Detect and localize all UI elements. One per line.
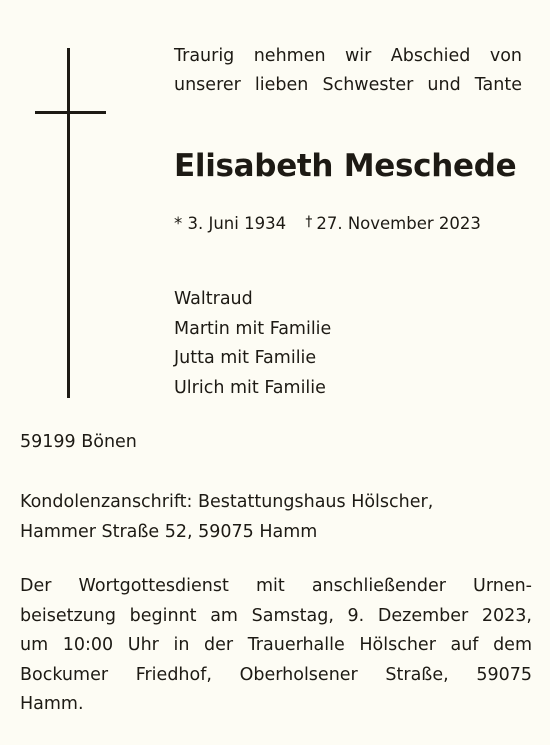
condolence-line-2: Hammer Straße 52, 59075 Hamm [20, 521, 318, 542]
cross-vertical-bar [67, 48, 70, 398]
service-line-3: um 10:00 Uhr in der Trauerhalle Hölscher auf dem [20, 635, 532, 655]
service-line-1: Der Wortgottesdienst mit anschließender Urnen- [20, 576, 532, 596]
condolence-address [20, 488, 500, 547]
service-line-5: Hamm. [20, 694, 84, 714]
family-member: Martin mit Familie [174, 318, 332, 339]
family-member: Jutta mit Familie [174, 348, 317, 368]
service-line-2: beisetzung beginnt am Samstag, 9. Dezember 2023, [20, 605, 532, 626]
life-dates [174, 214, 481, 233]
condolence-line-1: Kondolenzanschrift: Bestattungshaus Hölscher, [20, 492, 434, 512]
dagger-icon: † [305, 214, 313, 230]
service-info [20, 572, 532, 720]
cross-horizontal-bar [35, 111, 106, 114]
death-date: 27. November 2023 [316, 214, 481, 233]
family-member: Ulrich mit Familie [174, 377, 326, 398]
birth-date: * 3. Juni 1934 [174, 214, 287, 233]
family-member: Waltraud [174, 289, 253, 309]
deceased-name: Elisabeth Meschede [174, 148, 517, 184]
death-date-group [305, 214, 481, 233]
intro-text [174, 42, 522, 100]
intro-line-2: unserer lieben Schwester und Tante [174, 75, 522, 95]
location: 59199 Bönen [20, 432, 137, 452]
family-list [174, 285, 331, 403]
service-line-4: Bockumer Friedhof, Oberholsener Straße, 59075 [20, 664, 532, 685]
intro-line-1: Traurig nehmen wir Abschied von [174, 46, 522, 66]
